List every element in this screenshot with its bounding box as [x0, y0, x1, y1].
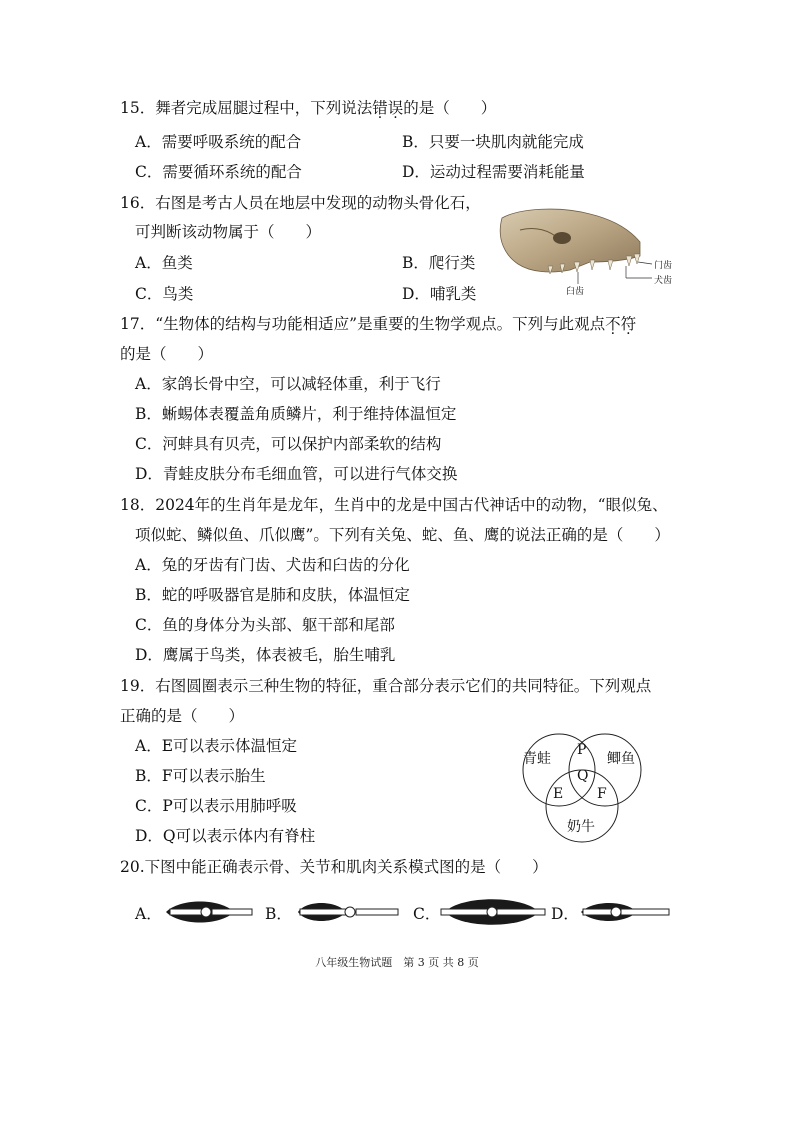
emphasis-mark: 误 — [387, 99, 404, 117]
q16-option-c[interactable]: C．鸟类 — [135, 285, 194, 303]
q16-option-d[interactable]: D．哺乳类 — [402, 285, 477, 303]
q19-stem-line2: 正确的是（ ） — [120, 707, 245, 725]
q19-option-b[interactable]: B．F可以表示胎生 — [135, 767, 266, 785]
q19-option-c[interactable]: C．P可以表示用肺呼吸 — [135, 797, 297, 815]
q15-option-b[interactable]: B．只要一块肌肉就能完成 — [402, 133, 584, 151]
q20-diagram-c[interactable] — [437, 893, 547, 931]
skull-fossil-figure — [490, 200, 685, 300]
q16-option-b[interactable]: B．爬行类 — [402, 254, 476, 272]
q18-option-b[interactable]: B．蛇的呼吸器官是肺和皮肤，体温恒定 — [135, 586, 410, 604]
q18-option-a[interactable]: A．兔的牙齿有门齿、犬齿和臼齿的分化 — [135, 556, 410, 574]
q17-stem-line1: 17．“生物体的结构与功能相适应”是重要的生物学观点。下列与此观点不符 — [120, 315, 637, 333]
venn-label-frog: 青蛙 — [523, 751, 551, 767]
q17-option-b[interactable]: B．蜥蜴体表覆盖角质鳞片，利于维持体温恒定 — [135, 405, 457, 423]
canine-label: 犬齿 — [654, 276, 673, 286]
page-footer: 八年级生物试题 第 3 页 共 8 页 — [315, 956, 479, 969]
q16-stem-line2: 可判断该动物属于（ ） — [135, 223, 322, 241]
q17-option-a[interactable]: A．家鸽长骨中空，可以减轻体重，利于飞行 — [135, 375, 441, 393]
q16-option-a[interactable]: A．鱼类 — [135, 254, 193, 272]
q15-option-d[interactable]: D．运动过程需要消耗能量 — [402, 163, 585, 181]
q20-option-a-label[interactable]: A． — [135, 905, 162, 923]
q18-stem-line1: 18．2024年的生肖年是龙年，生肖中的龙是中国古代神话中的动物，“眼似兔、 — [120, 496, 668, 514]
q19-option-a[interactable]: A．E可以表示体温恒定 — [135, 737, 298, 755]
q20-stem: 20.下图中能正确表示骨、关节和肌肉关系模式图的是（ ） — [120, 858, 548, 876]
q18-option-d[interactable]: D．鹰属于鸟类，体表被毛，胎生哺乳 — [135, 646, 396, 664]
q20-diagram-b[interactable] — [292, 896, 402, 928]
venn-label-cow: 奶牛 — [567, 819, 595, 835]
q17-stem-line2: 的是（ ） — [120, 345, 214, 363]
q19-option-d[interactable]: D．Q可以表示体内有脊柱 — [135, 827, 316, 845]
venn-label-f: F — [597, 786, 607, 802]
q20-diagram-d[interactable] — [575, 896, 673, 928]
emphasis-mark: 不 — [605, 315, 621, 333]
venn-label-q: Q — [577, 768, 589, 784]
q17-option-d[interactable]: D．青蛙皮肤分布毛细血管，可以进行气体交换 — [135, 465, 458, 483]
q20-option-b-label[interactable]: B． — [265, 905, 292, 923]
q19-stem-line1: 19．右图圆圈表示三种生物的特征，重合部分表示它们的共同特征。下列观点 — [120, 677, 652, 695]
q17-option-c[interactable]: C．河蚌具有贝壳，可以保护内部柔软的结构 — [135, 435, 442, 453]
venn-diagram — [515, 730, 650, 845]
emphasis-mark: 错 — [372, 99, 388, 117]
molar-label: 臼齿 — [566, 287, 585, 297]
emphasis-mark: 符 — [620, 315, 637, 333]
venn-label-e: E — [553, 786, 564, 802]
incisor-label: 门齿 — [654, 261, 673, 271]
q15-option-a[interactable]: A．需要呼吸系统的配合 — [135, 133, 302, 151]
q20-option-c-label[interactable]: C． — [413, 905, 441, 923]
venn-label-carp: 鲫鱼 — [607, 751, 635, 767]
q16-stem-line1: 16．右图是考古人员在地层中发现的动物头骨化石， — [120, 194, 481, 212]
venn-label-p: P — [577, 742, 587, 758]
q20-diagram-a[interactable] — [160, 896, 255, 928]
q15-stem: 15．舞者完成屈腿过程中，下列说法错误的是（ ） — [120, 99, 497, 117]
q15-option-c[interactable]: C．需要循环系统的配合 — [135, 163, 302, 181]
q18-option-c[interactable]: C．鱼的身体分为头部、躯干部和尾部 — [135, 616, 395, 634]
q20-option-d-label[interactable]: D． — [551, 905, 579, 923]
q18-stem-line2: 项似蛇、鳞似鱼、爪似鹰”。下列有关兔、蛇、鱼、鹰的说法正确的是（ ） — [135, 526, 670, 544]
